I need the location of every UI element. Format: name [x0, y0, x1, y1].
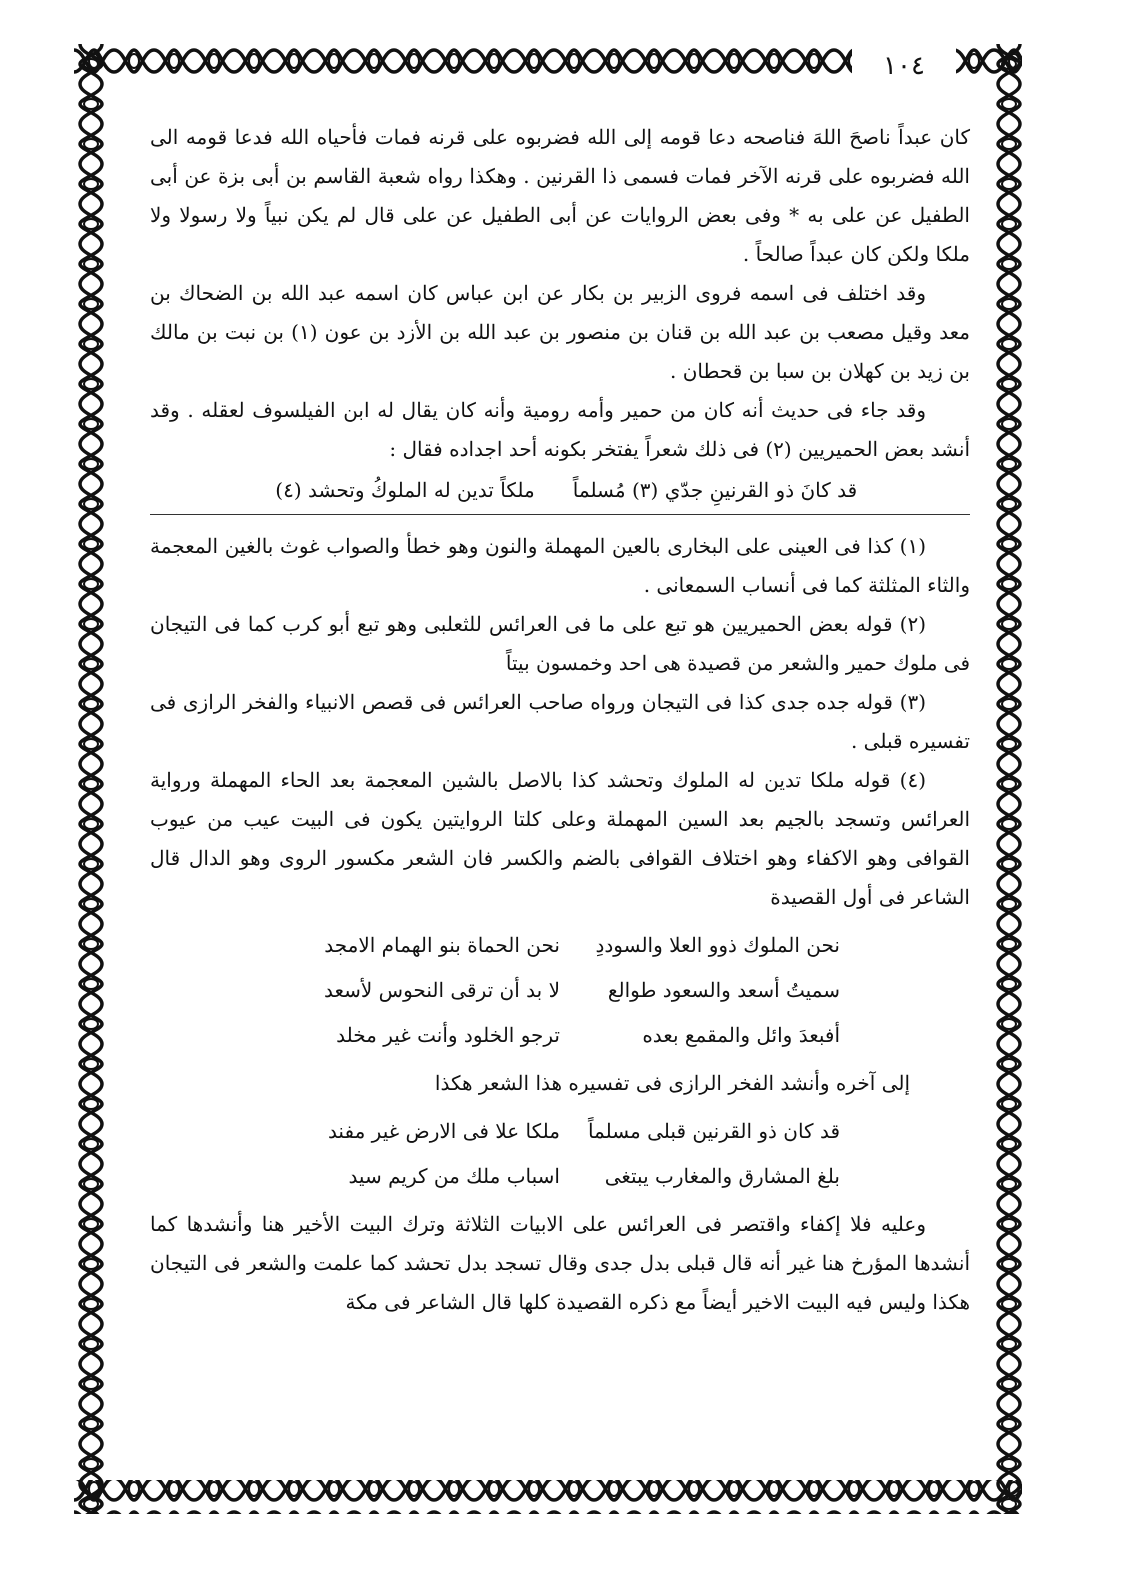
- hemistich-left: ترجو الخلود وأنت غير مخلد: [336, 1023, 560, 1047]
- hemistich-right: نحن الملوك ذوو العلا والسوددِ: [595, 933, 840, 957]
- hemistich-left: ملكا علا فى الارض غير مفند: [327, 1119, 560, 1143]
- footnote: (١) كذا فى العينى على البخارى بالعين المهملة والنون وهو خطأ والصواب غوث بالغين المعجمة والثاء المثلثة كما فى أنساب السمعانى .: [150, 534, 970, 597]
- footnote: وعليه فلا إكفاء واقتصر فى العرائس على الابيات الثلاثة وترك البيت الأخير هنا وأنشدها كما أنشدها المؤرخ هنا غير أنه قال قبلى بدل جدى وقال تسجد بدل تحشد كما علمت والشعر فى التيجان هكذا وليس فيه البيت الاخير أيضاً مع ذكره القصيدة كلها قال الشاعر فى مكة: [150, 1212, 970, 1314]
- hemistich-right: أفبعدَ وائل والمقمع بعده: [642, 1023, 840, 1047]
- poem-line: [150, 968, 970, 1013]
- paragraph: وقد جاء فى حديث أنه كان من حمير وأمه رومية وأنه كان يقال له ابن الفيلسوف لعقله . وقد أنشد بعض الحميريين (٢) فى ذلك شعراً يفتخر بكونه أحد اجداده فقال :: [150, 398, 970, 461]
- paragraph: كان عبداً ناصحَ اللهَ فناصحه دعا قومه إلى الله فضربوه على قرنه فمات فأحياه الله فدعا قومه الى الله فضربوه على قرنه الآخر فمات فسمى ذا القرنين . وهكذا رواه شعبة القاسم بن أبى بزة عن أبى الطفيل عن على به * وفى بعض الروايات عن أبى الطفيل عن على قال لم يكن نبياً ولا رسولا ولا ملكا ولكن كان عبداً صالحاً .: [150, 125, 970, 266]
- page-number: ١٠٤: [852, 46, 956, 86]
- hemistich-right: قد كانَ ذو القرنينِ جدّي (٣) مُسلماً: [572, 478, 858, 502]
- footnote-separator: [150, 514, 970, 515]
- hemistich-left: ملكاً تدين له الملوكُ وتحشد (٤): [275, 478, 535, 502]
- poem-line: [150, 1109, 970, 1154]
- poem-line: [150, 923, 970, 968]
- poem-intro: إلى آخره وأنشد الفخر الرازى فى تفسيره هذا الشعر هكذا: [434, 1071, 910, 1095]
- poem-line: [150, 1154, 970, 1199]
- hemistich-left: اسباب ملك من كريم سيد: [348, 1164, 560, 1188]
- poem-line: [150, 1013, 970, 1058]
- hemistich-right: قد كان ذو القرنين قبلى مسلماً: [587, 1119, 840, 1143]
- poem-block: [150, 1109, 970, 1199]
- footnote: (٤) قوله ملكا تدين له الملوك وتحشد كذا بالاصل بالشين المعجمة بعد الحاء المهملة ورواية العرائس وتسجد بالجيم بعد السين المهملة وعلى كلتا الروايتين يكون فى البيت عيب من عيوب القوافى وهو الاكفاء وهو اختلاف القوافى بالضم والكسر فان الشعر مكسور الروى وهو الدال قال الشاعر فى أول القصيدة: [150, 768, 970, 909]
- page-body: [150, 118, 970, 1418]
- footnote: (٢) قوله بعض الحميريين هو تبع على ما فى العرائس للثعلبى وهو تبع أبو كرب كما فى التيجان فى ملوك حمير والشعر من قصيدة هى احد وخمسون بيتاً: [150, 612, 970, 675]
- footnote: (٣) قوله جده جدى كذا فى التيجان ورواه صاحب العرائس فى قصص الانبياء والفخر الرازى فى تفسيره قبلى .: [150, 690, 970, 753]
- hemistich-left: نحن الحماة بنو الهمام الامجد: [324, 933, 560, 957]
- hemistich-right: بلغ المشارق والمغارب يبتغى: [604, 1164, 840, 1188]
- paragraph: وقد اختلف فى اسمه فروى الزبير بن بكار عن ابن عباس كان اسمه عبد الله بن الضحاك بن معد وقيل مصعب بن عبد الله بن قنان بن منصور بن عبد الله بن الأزد بن عون (١) بن نبت بن مالك بن زيد بن كهلان بن سبا بن قحطان .: [150, 281, 971, 383]
- hemistich-right: سميتُ أسعد والسعود طوالع: [607, 978, 840, 1002]
- verse-line: [150, 471, 970, 510]
- hemistich-left: لا بد أن ترقى النحوس لأسعد: [324, 978, 560, 1002]
- poem-block: [150, 923, 970, 1058]
